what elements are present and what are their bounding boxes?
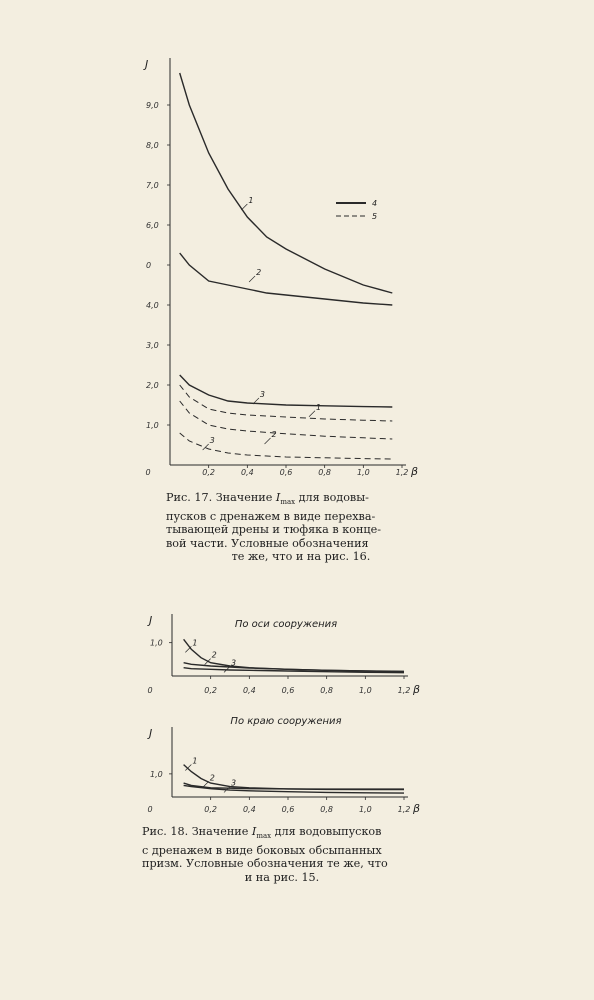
y-tick-label: 1,0 (150, 769, 163, 779)
x-tick-label: 0,4 (242, 805, 256, 814)
x-tick-label: 0 (145, 468, 151, 477)
caption-line: с дренажем в виде боковых обсыпанных (142, 843, 382, 857)
caption-line: Рис. 17. Значение $I_{max}$ для водовы- (166, 491, 369, 507)
caption-line: тывающей дрены и тюфяка в конце- (166, 523, 382, 537)
curve-label: 2 (271, 430, 277, 439)
y-tick-label: 1,0 (150, 638, 163, 648)
series-line-1 (184, 765, 404, 790)
caption-line: и на рис. 15. (244, 870, 320, 884)
y-tick-label: 8,0 (146, 141, 159, 150)
x-tick-label: 0,8 (318, 468, 332, 477)
curve-label: 1 (248, 196, 254, 205)
curve-label: 1 (192, 756, 198, 766)
figure-18-caption (142, 825, 422, 884)
x-tick-label: 0 (147, 805, 153, 814)
caption-line: те же, что и на рис. 16. (231, 550, 371, 564)
panel-title: По краю сооружения (230, 716, 342, 727)
y-axis-label: J (145, 58, 149, 71)
x-tick-label: 0,2 (202, 468, 216, 477)
x-tick-label: 0,2 (204, 686, 218, 695)
y-axis-label: J (149, 614, 153, 627)
legend-label: 5 (372, 212, 378, 221)
x-tick-label: 0,2 (204, 805, 218, 814)
panel-title: По оси сооружения (234, 619, 338, 630)
y-tick-label: 4,0 (146, 301, 159, 310)
y-tick-label: 0 (146, 261, 152, 270)
caption-line: пусков с дренажем в виде перехва- (166, 509, 376, 523)
x-tick-label: 1,2 (397, 805, 411, 814)
y-tick-label: 3,0 (146, 341, 159, 350)
y-tick-label: 2,0 (146, 381, 159, 390)
legend-label: 4 (372, 199, 378, 208)
y-tick-label: 1,0 (146, 421, 159, 430)
x-tick-label: 1,2 (397, 686, 411, 695)
curve-leader (203, 781, 209, 787)
y-tick-label: 9,0 (146, 101, 159, 110)
curve-label: 2 (211, 650, 217, 660)
x-tick-label: 1,2 (395, 468, 409, 477)
x-tick-label: 1,0 (356, 468, 370, 477)
caption-line: вой части. Условные обозначения (166, 536, 369, 550)
x-axis-label: β (411, 465, 419, 478)
x-tick-label: 1,0 (358, 805, 372, 814)
x-tick-label: 0,8 (320, 686, 334, 695)
curve-label: 3 (231, 658, 237, 668)
x-tick-label: 0 (147, 686, 153, 695)
y-axis-label: J (149, 727, 153, 740)
curve-label: 3 (209, 436, 215, 445)
x-tick-label: 0,4 (242, 686, 256, 695)
curve-label: 3 (259, 390, 266, 399)
x-tick-label: 0,6 (281, 805, 295, 814)
y-tick-label: 6,0 (146, 221, 159, 230)
x-tick-label: 0,6 (279, 468, 293, 477)
caption-line: призм. Условные обозначения те же, что (142, 857, 388, 871)
x-axis-label: β (413, 802, 421, 815)
y-tick-label: 7,0 (146, 181, 159, 190)
x-tick-label: 0,4 (240, 468, 254, 477)
x-tick-label: 0,6 (281, 686, 295, 695)
curve-label: 2 (209, 773, 215, 783)
curve-label: 1 (316, 402, 322, 412)
curve-label: 1 (192, 638, 198, 648)
x-tick-label: 0,8 (320, 805, 334, 814)
curve-label: 3 (231, 778, 237, 788)
caption-line: Рис. 18. Значение $I_{max}$ для водовыпусков (142, 825, 382, 841)
x-tick-label: 1,0 (358, 686, 372, 695)
x-axis-label: β (413, 683, 421, 696)
curve-label: 2 (256, 268, 262, 277)
